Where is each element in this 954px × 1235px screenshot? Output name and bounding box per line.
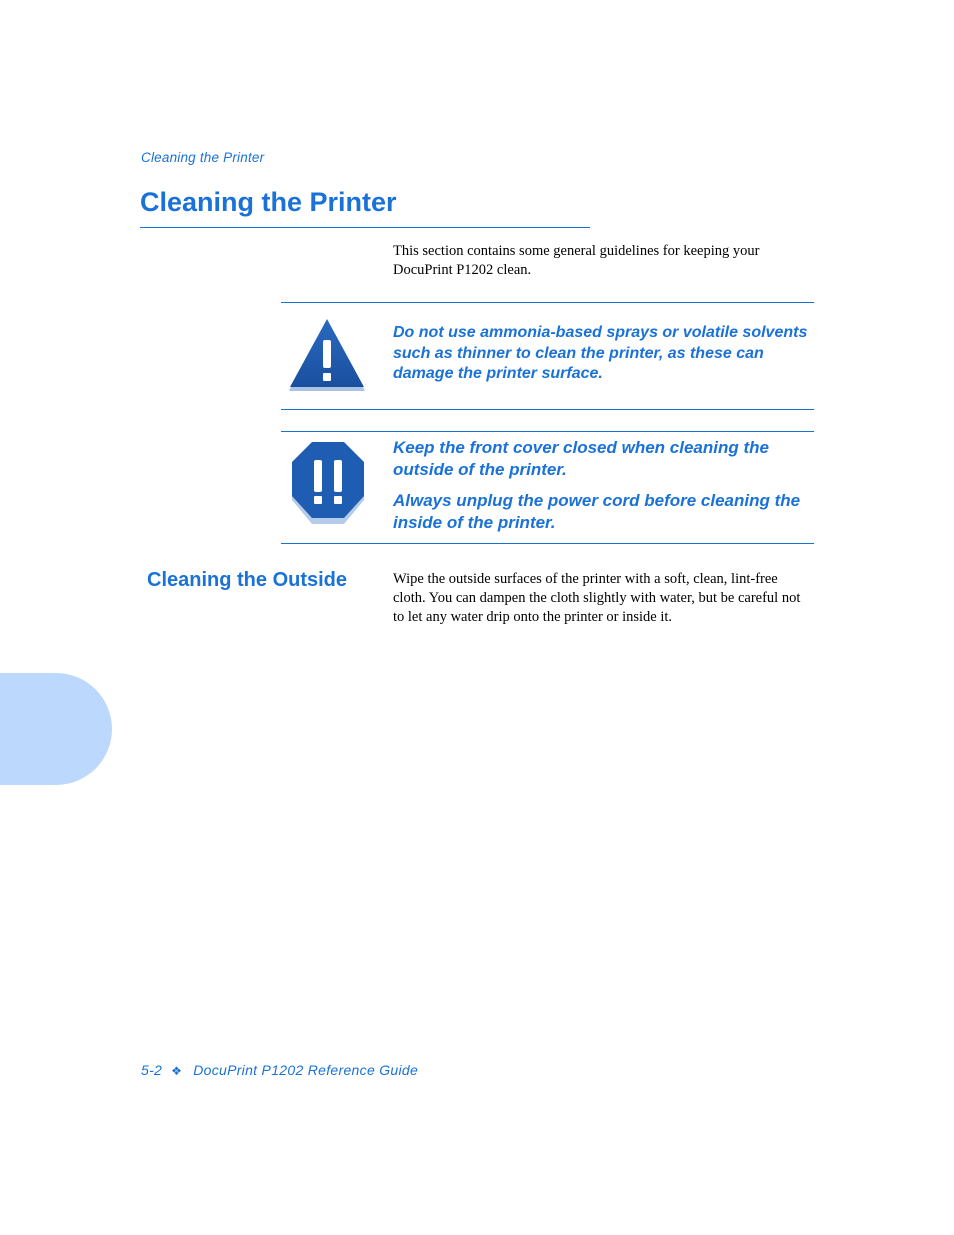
title-rule: [140, 227, 590, 228]
section-body: Wipe the outside surfaces of the printer with a soft, clean, lint-free cloth. You can dampen the cloth slightly with water, but be careful not to let any water drip onto the printer or inside it.: [393, 571, 801, 625]
warning-bottom-rule: [281, 543, 814, 544]
warning-top-rule: [281, 431, 814, 432]
guide-title: DocuPrint P1202 Reference Guide: [193, 1062, 419, 1078]
caution-top-rule: [281, 302, 814, 303]
section-heading: Cleaning the Outside: [147, 569, 348, 591]
running-header: Cleaning the Printer: [141, 150, 265, 165]
caution-bottom-rule: [281, 409, 814, 410]
page-title: Cleaning the Printer: [140, 187, 397, 217]
warning-text-cover: Keep the front cover closed when cleaning the outside of the printer.: [393, 438, 769, 479]
warning-octagon-icon: [290, 440, 366, 526]
chapter-tab: [0, 673, 112, 785]
page-footer: [141, 1062, 418, 1078]
intro-paragraph: This section contains some general guidelines for keeping your DocuPrint P1202 clean.: [393, 243, 760, 278]
page-number: 5-2: [141, 1062, 163, 1078]
warning-text-unplug: Always unplug the power cord before cleaning the inside of the printer.: [393, 491, 801, 532]
caution-triangle-icon: [287, 316, 367, 396]
caution-text: Do not use ammonia-based sprays or volatile solvents such as thinner to clean the printer, as these can damage the printer surface.: [393, 324, 808, 382]
footer-separator: ❖: [171, 1064, 183, 1078]
